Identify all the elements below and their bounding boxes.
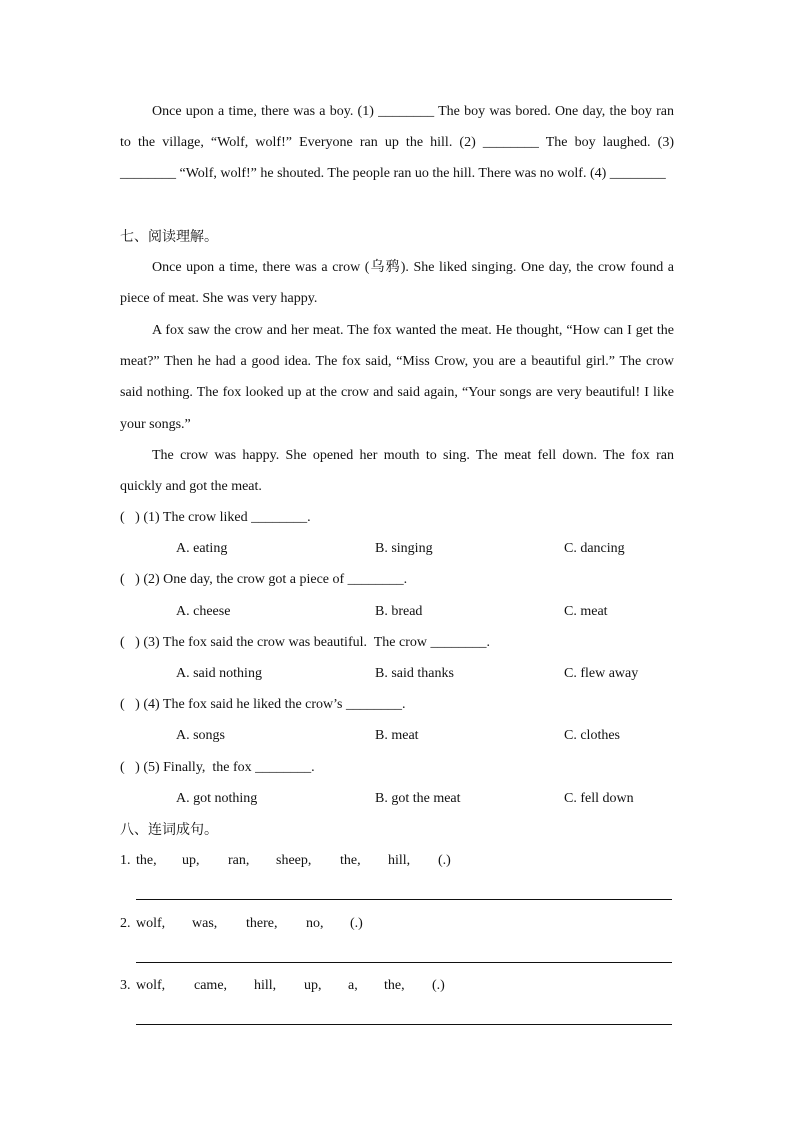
word-token: the, [340,853,361,868]
question-1-option-c[interactable]: C. dancing [564,541,625,556]
question-5[interactable]: ( ) (5) Finally, the fox ________. [120,760,315,775]
question-2[interactable]: ( ) (2) One day, the crow got a piece of ________. [120,572,408,587]
word-token: no, [306,916,324,931]
reading-paragraph-2: A fox saw the crow and her meat. The fox wanted the meat. He thought, “How can I get the meat?” Then he had a good idea. The fox said, “Miss Crow, you are a beautiful girl.” The crow said nothing. The fox looked up at the crow and said again, “Your songs are very beautiful! I like your songs.” [120,323,674,432]
word-token: wolf, [136,916,166,931]
answer-line-1[interactable] [136,899,672,900]
word-token: (.) [350,916,363,931]
word-token: there, [246,916,278,931]
section-8-heading: 八、连词成句。 [120,822,218,838]
word-token: the, [384,978,405,993]
question-2-option-b[interactable]: B. bread [375,604,423,619]
word-token: came, [194,978,228,993]
question-3-option-a[interactable]: A. said nothing [176,666,262,681]
word-token: was, [192,916,218,931]
word-token: hill, [254,978,277,993]
question-4[interactable]: ( ) (4) The fox said he liked the crow’s ________. [120,697,406,712]
story-paragraph: Once upon a time, there was a boy. (1) ________ The boy was bored. One day, the boy ran to the village, “Wolf, wolf!” Everyone ran up the hill. (2) ________ The boy laughed. (3) ________ “Wolf, wolf!” he shouted. The people ran uo the hill. There was no wolf. (4) ________ [120,104,674,182]
question-4-option-b[interactable]: B. meat [375,728,419,743]
item-number: 3. [120,978,131,993]
word-token: up, [182,853,200,868]
section-7-heading: 七、阅读理解。 [120,229,218,245]
word-token: ran, [228,853,250,868]
reading-paragraph-3: The crow was happy. She opened her mouth to sing. The meat fell down. The fox ran quickly and got the meat. [120,448,674,495]
question-1[interactable]: ( ) (1) The crow liked ________. [120,510,311,525]
word-token: (.) [438,853,451,868]
question-4-option-c[interactable]: C. clothes [564,728,620,743]
word-order-item-3 [120,976,680,996]
word-order-item-1 [120,851,680,871]
question-5-option-a[interactable]: A. got nothing [176,791,258,806]
word-token: wolf, [136,978,166,993]
question-1-option-a[interactable]: A. eating [176,541,228,556]
word-token: a, [348,978,358,993]
word-token: the, [136,853,157,868]
item-number: 2. [120,916,131,931]
question-5-option-b[interactable]: B. got the meat [375,791,461,806]
question-1-option-b[interactable]: B. singing [375,541,433,556]
question-5-option-c[interactable]: C. fell down [564,791,634,806]
answer-line-3[interactable] [136,1024,672,1025]
word-order-item-2 [120,914,680,934]
question-2-option-c[interactable]: C. meat [564,604,608,619]
question-4-option-a[interactable]: A. songs [176,728,226,743]
word-token: hill, [388,853,411,868]
question-2-option-a[interactable]: A. cheese [176,604,231,619]
word-token: (.) [432,978,445,993]
question-3-option-c[interactable]: C. flew away [564,666,639,681]
word-token: sheep, [276,853,312,868]
item-number: 1. [120,853,131,868]
answer-line-2[interactable] [136,962,672,963]
reading-paragraph-1: Once upon a time, there was a crow (乌鸦). She liked singing. One day, the crow found a piece of meat. She was very happy. [120,260,674,307]
question-3-option-b[interactable]: B. said thanks [375,666,454,681]
word-token: up, [304,978,322,993]
question-3[interactable]: ( ) (3) The fox said the crow was beautiful. The crow ________. [120,635,490,650]
